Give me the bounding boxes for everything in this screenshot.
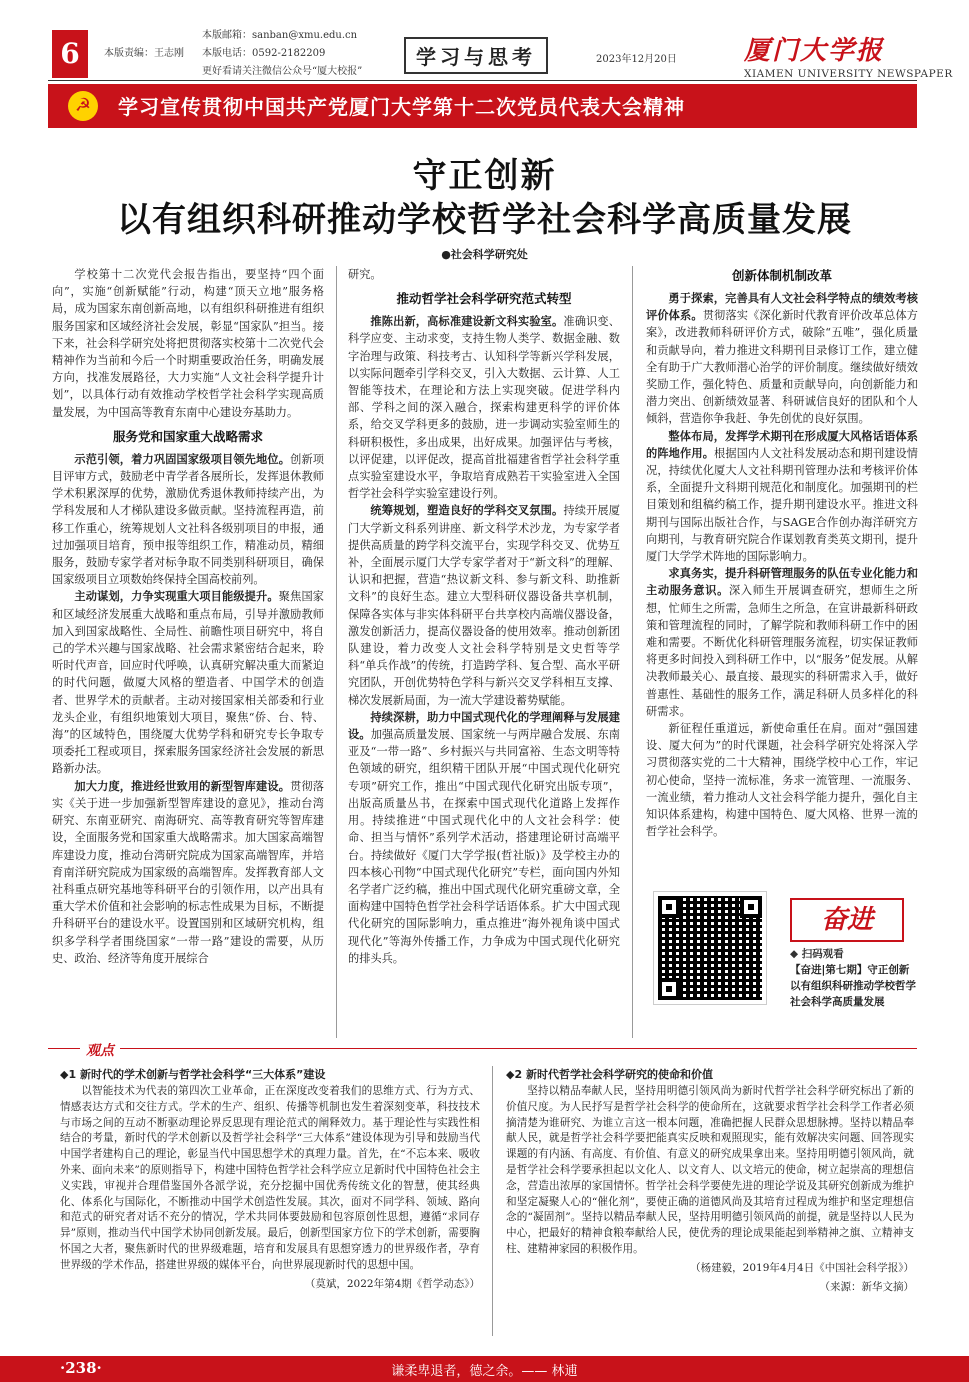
issue-date: 2023年12月20日 [596,54,677,65]
section-heading: 推动哲学社会科学研究范式转型 [396,291,572,307]
header-phone: 本版电话：0592-2182209 [202,48,326,59]
section-heading: 创新体制机制改革 [731,268,832,283]
article-byline: ●社会科学研究处 [441,248,528,261]
banner-text: 学习宣传贯彻中国共产党厦门大学第十二次党员代表大会精神 [118,95,685,119]
qr-code[interactable] [654,892,766,1004]
article-column-2: 研究。 推动哲学社会科学研究范式转型 推陈出新，高标准建设新文科实验室。准确识变、科学应变、主动求变，支持生物人类学、数据金融、数字治理与政策、科技考古、认知科学等新兴学科发展，以实际问题牵引学科交叉，引入大数据、云计算、人工智能等技术，在理论和方法上实现突破。促进学科内部、学科之间的深入融合，探索构建更科学的评价体系，给交叉学科更多的鼓励，进一步调动实验室师生的科研积极性，多出成果，出好成果。加强评估与考核，以评促建，以评促改，提高首批福建省哲学社会科学重点实验室建设水平，争取培育成熟若干实验室进入全国哲学社会科学实验室建设行列。 统筹规划，塑造良好的学科交叉氛围。持续开展厦门大学新文科系列讲座、新文科学术沙龙，为专家学者提供高质量的跨学科交流平台，实现学科交叉、优势互补，全面展示厦门大学专家学者对于“新文科”的理解、认识和把握，营造“热议新文科、参与新文科、助推新文科”的良好生态。建立大型科研仪器设备共享机制，保障各实体与非实体科研平台共享校内高端仪器设备，激发创新活力，提高仪器设备的使用效率。推动创新团队建设，着力改变人文社会科学特别是文史哲等学科“单兵作战”的传统，打造跨学科、复合型、高水平研究团队，开创优势特色学科与新兴交叉学科相互支撑、梯次发展新局面，为一流大学建设蓄势赋能。 持续深耕，助力中国式现代化的学理阐释与发展建设。加强高质量发展、国家统一与两岸融合发展、东南亚及“一带一路”、乡村振兴与共同富裕、生态文明等特色领域的研究，组织精干团队开展“中国式现代化研究专项”研究工作，推出“中国式现代化研究出版专项”，出版高质量丛书，在探索中国式现代化道路上发挥作用。持续推进“中国式现代化中的人文社会科学：使命、担当与情怀”系列学术活动，搭建理论研讨高端平台。持续做好《厦门大学学报(哲社版)》及学校主办的四本核心刊物“中国式现代化研究”专栏，面向国内外知名学者广泛约稿，推出中国式现代化研究重磅文章，全面构建中国特色哲学社会科学话语体系。扩大中国式现代化研究的国际影响力，重点推进“海外视角谈中国式现代化”等海外传播工作，力争成为中国式现代化研究的排头兵。 [348,268,620,965]
newspaper-logo: 厦门大学报 [744,36,885,66]
footer-page-number: ·238· [60,1359,102,1377]
footer-motto: 谦柔卑退者，德之余。—— 林逋 [391,1364,578,1379]
newspaper-logo-en: XIAMEN UNIVERSITY NEWSPAPER [744,68,953,80]
column-divider [632,266,633,1038]
play-icon: ◆ [790,948,802,960]
viewpoint-label: 观点 [80,1040,120,1060]
viewpoint-rule [48,1048,917,1049]
column-divider [336,266,337,1038]
article-subtitle: 以有组织科研推动学校哲学社会科学高质量发展 [117,200,852,240]
video-caption: 【奋进|第七期】守正创新 以有组织科研推动学校哲学社会科学高质量发展 [790,964,916,1008]
viewpoint-a: ◆1 新时代的学术创新与哲学社会科学“三大体系”建设 以智能技术为代表的第四次工业革命，正在深度改变着我们的思维方式、行为方式、情感表达方式和交往方式。学术的生产、组织、传播等机制也发生着深刻变革，科技技术与市场之间的互动不断驱动理论界反思现有理论范式的阐释效力。基于理论性与实践性相结合的考量，新时代的学术创新以及哲学社会科学“三大体系”建设体现为引导和鼓励当代中国学者建构自己的理论，彰显当代中国思想学术的真理力量。首先，在“不忘本来、吸收外来、面向未来”的原则指导下，构建中国特色哲学社会科学应立足新时代中国特色社会主义实践，审视并合理借鉴国外各派学说，充分挖掘中国优秀传统文化的智慧，使其经典化、体系化与国际化，不断推动中国学术创造性发展。其次，面对不同学科、领域、路向和范式的研究者对话不充分的情况，学术共同体要鼓励和包容原创性思想，遵循“求同存异”原则，推动当代中国学术协同创新发展。最后，创新型国家方位下的学术创新，需要胸怀国之大者，聚焦新时代的世界级难题，培育和发展具有思想穿透力的世界级作者，孕育世界级的学术作品，搭建世界级的媒体平台，向世界展现新时代的思想中国。 （莫斌，2022年第4期《哲学动态》） [60,1068,480,1290]
page-number: 6 [52,30,88,78]
viewpoint-source: （莫斌，2022年第4期《哲学动态》） [304,1277,480,1290]
viewpoint-title: ◆2 新时代哲学社会科学研究的使命和价值 [506,1068,713,1081]
page-footer [0,1356,969,1382]
fenjin-badge: 奋进 [790,898,904,942]
scan-label: ◆ 扫码观看 [790,948,844,960]
editor-label: 本版责编：王志刚 [104,48,184,59]
viewpoint-source: （杨建毅，2019年4月4日《中国社会科学报》） [690,1261,914,1274]
viewpoint-source: （来源：新华文摘） [819,1280,914,1293]
article-column-3: 创新体制机制改革 勇于探索，完善具有人文社会科学特点的绩效考核评价体系。贯彻落实《深化新时代教育评价改革总体方案》，改进教师科研评价方式，破除“五唯”，强化质量和贡献导向，着力推进文科期刊目录修订工作，建立健全有助于广大教师潜心治学的评价制度。继续做好绩效奖励工作，强化特色、质量和贡献导向，向创新能力和潜力突出、创新绩效显著、科研诚信良好的团队和个人倾斜，营造你争我赶、争先创优的良好氛围。 整体布局，发挥学术期刊在形成厦大风格话语体系的阵地作用。根据国内人文社科发展动态和期刊建设情况，持续优化厦大人文社科期刊管理办法和考核评价体系，全面提升文科期刊规范化和制度化。加强期刊的栏目策划和组稿约稿工作，提升期刊建设水平。推进文科期刊与国际出版社合作，与SAGE合作创办海洋研究方向期刊，与教育研究院合作谋划教育类英文期刊，提升厦门大学学术阵地的国际影响力。 求真务实，提升科研管理服务的队伍专业化能力和主动服务意识。深入师生开展调查研究，想师生之所想，忙师生之所需，急师生之所急，在宣讲最新科研政策和管理流程的同时，了解学院和教师科研工作中的困难和需要。不断优化科研管理服务流程，切实保证教师将更多时间投入到科研工作中，以“服务”促发展。从解决教师最关心、最直接、最现实的科研需求入手，做好普惠性、基础性的服务工作，满足科研人员多样化的科研需求。 新征程任重道远，新使命重任在肩。面对“强国建设、厦大何为”的时代课题，社会科学研究处将深入学习贯彻落实党的二十大精神，围绕学校中心工作，牢记初心使命，坚持一流标准，务求一流管理、一流服务、一流业绩，着力推动人文社会科学能力提升，强化自主知识体系建构，构建中国特色、厦大风格、世界一流的哲学社会科学。 [646,268,918,839]
header-wechat: 更好看请关注微信公众号“厦大校报” [202,66,363,77]
viewpoint-b: ◆2 新时代哲学社会科学研究的使命和价值 坚持以精品奉献人民，坚持用明德引领风尚为新时代哲学社会科学研究标出了新的价值尺度。为人民抒写是哲学社会科学的使命所在，这就要求哲学社会科学工作者必须摘清楚为谁研究、为谁立言这一根本问题，准确把握人民群众思想脉搏。坚持以精品奉献人民，就是哲学社会科学要把能真实反映和观照现实，能有效解决实问题、回答现实课题的有内涵、有高度、有价值、有意义的研究成果拿出来。坚持用明德引领风尚，就是哲学社会科学要承担起以文化人、以文育人、以文培元的使命，树立起崇高的理想信念，营造出浓厚的家国情怀。哲学社会科学要使先进的理论学说及其研究创新成为维护和坚定凝聚人心的“催化剂”，要使正确的道德风尚及其培育过程成为维护和坚定理想信念的“凝固剂”。坚持以精品奉献人民，坚持用明德引领风尚的前提，就是坚持以人民为中心，把最好的精神食粮奉献给人民，使优秀的理论成果能起到举精神之旗、立精神支柱、建精神家园的积极作用。 （杨建毅，2019年4月4日《中国社会科学报》） （来源：新华文摘） [506,1068,914,1293]
header-email: 本版邮箱：sanban@xmu.edu.cn [202,30,358,41]
article-title: 守正创新 [412,156,557,196]
header-rule [48,80,917,81]
viewpoint-title: ◆1 新时代的学术创新与哲学社会科学“三大体系”建设 [60,1068,326,1081]
section-title: 学习与思考 [404,37,548,74]
editor-name: 王志刚 [154,48,184,59]
article-column-1: 学校第十二次党代会报告指出，要坚持“四个面向”，实施“创新赋能”行动，构建“顶天立地”服务格局，成为国家东南创新高地，以有组织科研推进有组织服务国家和区域经济社会发展，彰显“国家队”担当。接下来，社会科学研究处将把贯彻落实校第十二次党代会精神作为当前和今后一个时期重要政治任务，明确发展方向，找准发展路径，大力实施“人文社会科学提升计划”，以具体行动有效推动学校哲学社会科学实现高质量发展，为中国高等教育东南中心建设夯基助力。 服务党和国家重大战略需求 示范引领，着力巩固国家级项目领先地位。创新项目评审方式，鼓励老中青学者各展所长，发挥退休教师学术积累深厚的优势，激励优秀退休教师持续产出，为学科发展和人才梯队建设多做贡献。坚持流程再造，前移工作重心，统筹规划人文社科各级别项目的申报，通过加强项目培育，预申报等组织工作，精准动员，精细服务，鼓励专家学者对标争取不同类别科研项目，确保国家级项目立项数始终保持全国高校前列。 主动谋划，力争实现重大项目能级提升。聚焦国家和区域经济发展重大战略和重点布局，引导并激励教师加入到国家战略性、全局性、前瞻性项目研究中，将自己的学术兴趣与国家战略、社会需求紧密结合起来，聆听时代声音，回应时代呼唤，认真研究解决重大而紧迫的时代问题，做厦大风格的塑造者、中国学术的创造者、世界学术的贡献者。主动对接国家相关部委和行业龙头企业，有组织地策划大项目，聚焦“侨、台、特、海”的区域特色，围绕厦大优势学科和研究专长争取专项委托工程或项目，探索服务国家经济社会发展的新思路新办法。 加大力度，推进经世致用的新型智库建设。贯彻落实《关于进一步加强新型智库建设的意见》，推动台湾研究、东南亚研究、南海研究、高等教育研究等智库建设，全面服务党和国家重大战略需求。加大国家高端智库建设力度，推动台湾研究院成为国家高端智库，并培育南洋研究院成为国家级的高端智库。发挥教育部人文社科重点研究基地等科研平台的引领作用，以产出具有重大学术价值和社会影响的标志性成果为目标，不断提升科研平台的建设水平。设置国别和区域研究机构，组织多学科学者围绕国家“一带一路”建设的需要，从历史、政治、经济等角度开展综合 [52,268,324,965]
topic-banner [48,84,917,128]
section-heading: 服务党和国家重大战略需求 [112,428,263,444]
party-emblem-icon: ☭ [68,91,98,121]
column-divider [492,1066,493,1336]
